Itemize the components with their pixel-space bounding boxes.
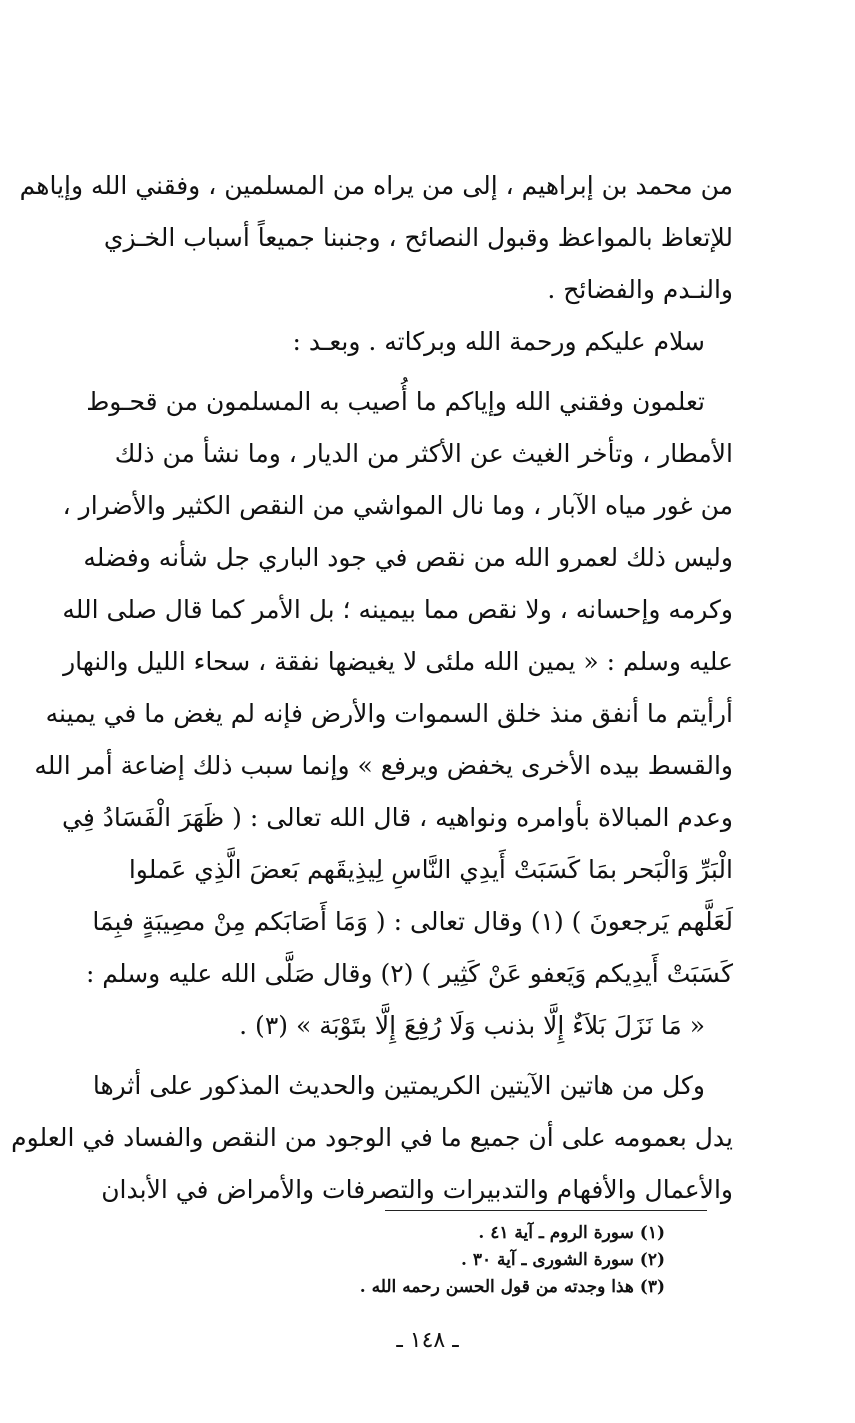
body-line: سلام عليكم ورحمة الله وبركاته . وبعـد : (292, 327, 705, 356)
footnotes (265, 1220, 665, 1301)
body-line: أرأيتم ما أنفق منذ خلق السموات والأرض فإنه لم يغض ما في يمينه (45, 699, 733, 728)
body-line: كَسَبَتْ أَيدِيكم وَيَعفو عَنْ كَثِير ) (٢) وقال صَلَّى الله عليه وسلم : (85, 959, 733, 988)
page-number: ـ ١٤٨ ـ (396, 1328, 459, 1353)
body-line: والقسط بيده الأخرى يخفض ويرفع » وإنما سبب ذلك إضاعة أمر الله (34, 751, 733, 780)
body-line: وعدم المبالاة بأوامره ونواهيه ، قال الله تعالى : ( ظَهَرَ الْفَسَادُ فِي (62, 803, 733, 832)
body-line: لَعَلَّهم يَرجعونَ ) (١) وقال تعالى : ( وَمَا أَصَابَكم مِنْ مصِيبَةٍ فبِمَا (92, 907, 733, 936)
body-line: تعلمون وفقني الله وإياكم ما أُصيب به المسلمون من قحـوط (86, 387, 705, 416)
body-line: عليه وسلم : « يمين الله ملئى لا يغيضها نفقة ، سحاء الليل والنهار (63, 647, 733, 676)
body-line: من غور مياه الآبار ، وما نال المواشي من النقص الكثير والأضرار ، (62, 491, 733, 520)
body-line: والأعمال والأفهام والتدبيرات والتصرفات والأمراض في الأبدان (101, 1175, 733, 1204)
body-line: الْبَرِّ وَالْبَحر بمَا كَسَبَتْ أَيدِي النَّاسِ لِيذِيقَهم بَعضَ الَّذِي عَملوا (128, 855, 733, 884)
footnote: (٣) هذا وجدته من قول الحسن رحمه الله . (359, 1277, 665, 1297)
footnote-divider (385, 1210, 707, 1211)
body-line: للإتعاظ بالمواعظ وقبول النصائح ، وجنبنا جميعاً أسباب الخـزي (103, 223, 733, 252)
body-text (11, 160, 733, 1216)
body-line: يدل بعمومه على أن جميع ما في الوجود من النقص والفساد في العلوم (11, 1123, 733, 1152)
body-line: من محمد بن إبراهيم ، إلى من يراه من المسلمين ، وفقني الله وإياهم (19, 171, 733, 200)
body-line: والنـدم والفضائح . (547, 275, 733, 304)
body-line: وليس ذلك لعمرو الله من نقص في جود الباري جل شأنه وفضله (83, 543, 733, 572)
body-line: وكل من هاتين الآيتين الكريمتين والحديث المذكور على أثرها (92, 1071, 705, 1100)
body-line: « مَا نَزَلَ بَلاَءٌ إِلَّا بذنب وَلَا رُفِعَ إِلَّا بتَوْبَة » (٣) . (239, 1011, 705, 1040)
footnote: (١) سورة الروم ـ آية ٤١ . (478, 1223, 665, 1243)
body-line: الأمطار ، وتأخر الغيث عن الأكثر من الديار ، وما نشأ من ذلك (114, 439, 733, 468)
footnote: (٢) سورة الشورى ـ آية ٣٠ . (461, 1250, 665, 1270)
body-line: وكرمه وإحسانه ، ولا نقص مما بيمينه ؛ بل الأمر كما قال صلى الله (62, 595, 733, 624)
